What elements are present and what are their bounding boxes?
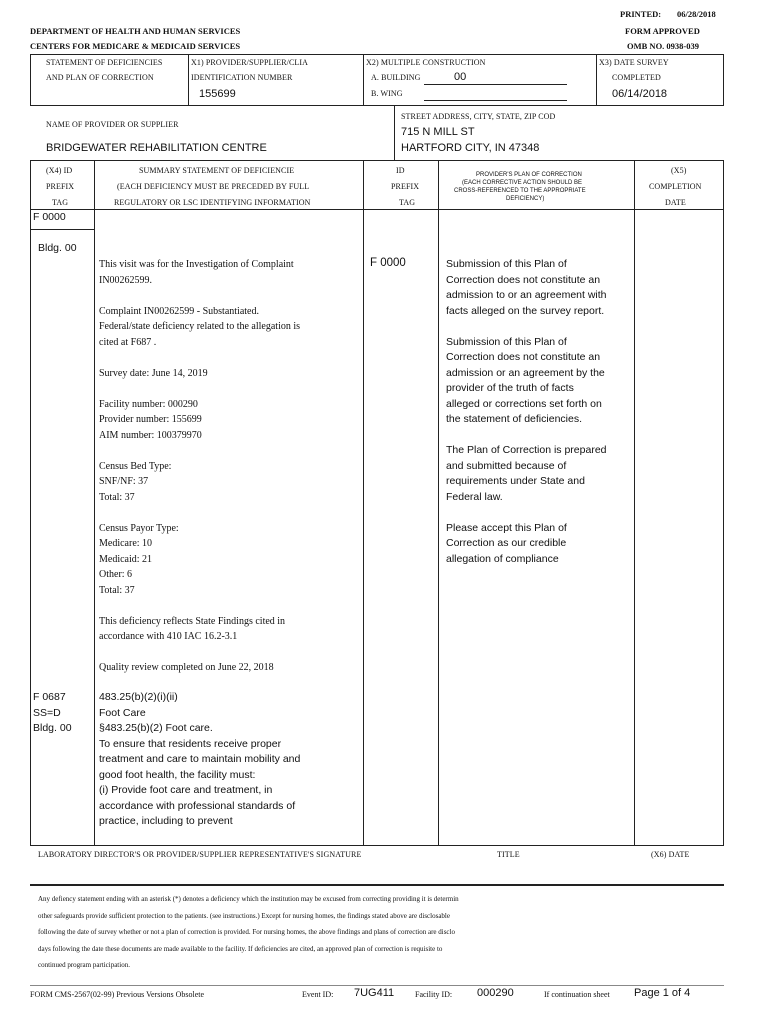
tag-f0687: F 0687 SS=D Bldg. 00: [33, 691, 72, 734]
col-summary-2: (EACH DEFICIENCY MUST BE PRECEDED BY FULL: [117, 182, 310, 191]
plan-of-correction: Submission of this Plan of Correction does not constitute an admission to or an agreement with facts alleged on the survey report. Submission of this Plan of Correction does not constitute an admission or an agreement by the provider of the truth of facts alleged or corrections set forth on the statement of deficiencies. The Plan of Correction is prepared and submitted because of requirements under State and Federal law. Please accept this Plan of Correction as our credible allegation of compliance: [446, 258, 607, 565]
event-id-value: 7UG411: [354, 987, 395, 999]
address-line-1: 715 N MILL ST: [401, 126, 475, 138]
director-signature-label: LABORATORY DIRECTOR'S OR PROVIDER/SUPPLIER REPRESENTATIVE'S SIGNATURE: [38, 850, 362, 859]
department-title: DEPARTMENT OF HEALTH AND HUMAN SERVICES: [30, 26, 241, 36]
provider-id-value: 155699: [199, 88, 236, 100]
disclaimer: Any defiency statement ending with an asterisk (*) denotes a deficiency which the institution may be excused from correcting providing it is determin other safeguards provide sufficient protection to the patients. (see instructions.) Except for nursing homes, the findings stated above are disclosable following the date of survey whether or not a plan of correction is provided. For nursing homes, the above findings and plans of correction are disclo days following the date these documents are made available to the facility. If deficiencies are cited, an approved plan of correction is requisite to continued program participation.: [38, 895, 459, 969]
col-x5-1: (X5): [671, 166, 687, 175]
statement-label-1: STATEMENT OF DEFICIENCIES: [46, 58, 163, 67]
col-x4-2: PREFIX: [46, 182, 75, 191]
provider-name-value: BRIDGEWATER REHABILITATION CENTRE: [46, 142, 267, 154]
x1-label-1: X1) PROVIDER/SUPPLIER/CLIA: [191, 58, 309, 67]
col-id-1: ID: [396, 166, 405, 175]
address-label: STREET ADDRESS, CITY, STATE, ZIP COD: [401, 112, 556, 121]
event-id-label: Event ID:: [302, 990, 334, 999]
x1-label-2: IDENTIFICATION NUMBER: [191, 73, 293, 82]
id-tag-f0000: F 0000: [370, 257, 406, 269]
wing-label: B. WING: [371, 89, 403, 98]
facility-id-label: Facility ID:: [415, 990, 453, 999]
col-x5-3: DATE: [665, 198, 686, 207]
form-approved: FORM APPROVED: [625, 26, 700, 36]
centers-title: CENTERS FOR MEDICARE & MEDICAID SERVICES: [30, 41, 241, 51]
x3-label-1: X3) DATE SURVEY: [599, 58, 669, 67]
printed-label: PRINTED:: [620, 9, 662, 19]
provider-name-label: NAME OF PROVIDER OR SUPPLIER: [46, 120, 179, 129]
form-number: FORM CMS-2567(02-99) Previous Versions Obsolete: [30, 990, 205, 999]
f0687-text: 483.25(b)(2)(i)(ii) Foot Care §483.25(b)(2) Foot care. To ensure that residents receive proper treatment and care to maintain mobility and good foot health, the facility must: (i) Provide foot care and treatment, in accordance with professional standards of practice, including to prevent: [99, 691, 301, 827]
col-summary-3: REGULATORY OR LSC IDENTIFYING INFORMATION: [114, 198, 311, 207]
col-plan-4: DEFICIENCY): [506, 196, 545, 202]
x3-label-2: COMPLETED: [612, 73, 661, 82]
survey-date-value: 06/14/2018: [612, 88, 668, 100]
col-plan-1: PROVIDER'S PLAN OF CORRECTION: [476, 172, 582, 178]
x2-label: X2) MULTIPLE CONSTRUCTION: [366, 58, 486, 67]
address-line-2: HARTFORD CITY, IN 47348: [401, 142, 540, 154]
summary-statement: This visit was for the Investigation of Complaint IN00262599. Complaint IN00262599 - Substantiated. Federal/state deficiency related to the allegation is cited at F687 . Survey date: June 14, 2019 Facility number: 000290 Provider number: 155699 AIM number: 100379970 Census Bed Type: SNF/NF: 37 Total: 37 Census Payor Type: Medicare: 10 Medicaid: 21 Other: 6 Total: 37 This deficiency reflects State Findings cited in accordance with 410 IAC 16.2-3.1 Quality review completed on June 22, 2018: [99, 259, 301, 673]
col-plan-2: (EACH CORRECTIVE ACTION SHOULD BE: [462, 180, 583, 186]
building-value: 00: [454, 71, 467, 83]
statement-label-2: AND PLAN OF CORRECTION: [46, 73, 154, 82]
page-number: Page 1 of 4: [634, 987, 691, 999]
omb-number: OMB NO. 0938-039: [627, 41, 700, 51]
col-id-2: PREFIX: [391, 182, 420, 191]
title-label: TITLE: [497, 850, 520, 859]
col-plan-3: CROSS-REFERENCED TO THE APPROPRIATE: [454, 188, 586, 194]
col-x5-2: COMPLETION: [649, 182, 702, 191]
tag-f0000: F 0000: [33, 211, 66, 223]
col-x4-3: TAG: [52, 198, 69, 207]
col-x4-1: (X4) ID: [46, 166, 73, 175]
bldg-00: Bldg. 00: [38, 242, 77, 254]
continuation-label: If continuation sheet: [544, 990, 610, 999]
col-summary-1: SUMMARY STATEMENT OF DEFICIENCIE: [139, 166, 295, 175]
x6-date-label: (X6) DATE: [651, 850, 690, 859]
printed-date: 06/28/2018: [677, 9, 716, 19]
col-id-3: TAG: [399, 198, 416, 207]
facility-id-value: 000290: [477, 987, 514, 999]
building-label: A. BUILDING: [371, 73, 421, 82]
